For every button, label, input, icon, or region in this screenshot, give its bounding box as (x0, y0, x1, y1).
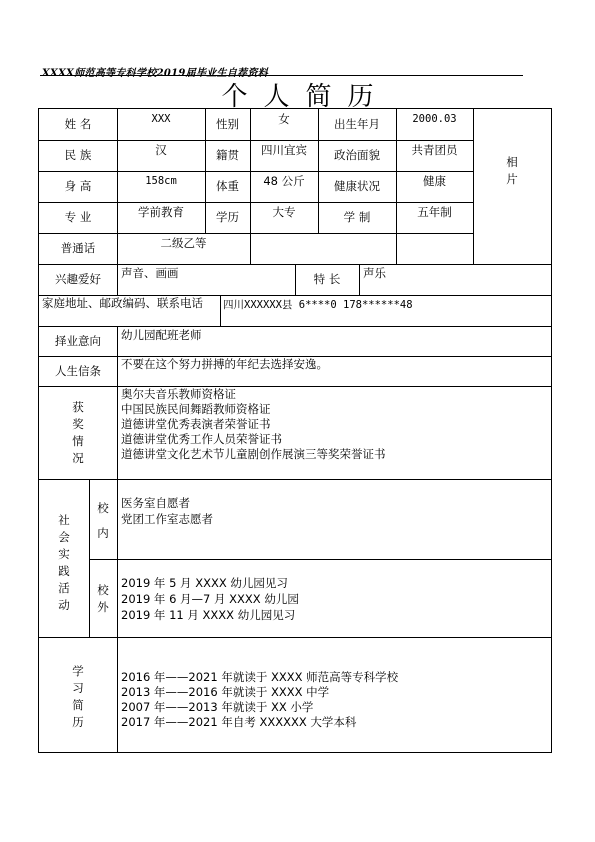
resume-title: 个人简历 (221, 82, 390, 112)
label-on-campus: 校 内 (97, 501, 109, 540)
label-contact: 家庭地址、邮政编码、联系电话 (42, 296, 203, 310)
value-motto: 不要在这个努力拼搏的年纪去选择安逸。 (121, 357, 328, 371)
off-campus-item: 2019 年 5 月 XXXX 幼儿园见习 (121, 576, 288, 590)
label-off-campus: 校 外 (97, 583, 109, 614)
value-birth: 2000.03 (412, 113, 457, 125)
off-campus-item: 2019 年 11 月 XXXX 幼儿园见习 (121, 608, 296, 622)
label-height: 身 高 (64, 179, 92, 193)
label-native-place: 籍贯 (216, 148, 239, 162)
value-name: XXX (151, 113, 171, 125)
photo-placeholder: 相 片 (506, 155, 518, 186)
label-weight: 体重 (216, 179, 239, 193)
school-header: XXXX师范高等专科学校2019届毕业生自荐资料 (42, 68, 269, 79)
label-career: 择业意向 (55, 334, 101, 348)
value-weight: 48 公斤 (263, 174, 305, 188)
on-campus-list (121, 495, 541, 527)
value-career: 幼儿园配班老师 (121, 328, 202, 342)
value-ethnicity: 汉 (155, 143, 167, 157)
value-mandarin: 二级乙等 (160, 236, 207, 250)
value-hobbies: 声音、画画 (121, 266, 179, 280)
off-campus-item: 2019 年 6 月—7 月 XXXX 幼儿园 (121, 592, 299, 606)
resume-table (38, 108, 552, 753)
label-schooling: 学 制 (343, 210, 371, 224)
study-item: 2016 年——2021 年就读于 XXXX 师范高等专科学校 (121, 670, 399, 684)
value-political: 共青团员 (411, 143, 458, 157)
award-item: 道德讲堂优秀表演者荣誉证书 (121, 417, 271, 431)
on-campus-item: 党团工作室志愿者 (121, 512, 213, 526)
value-major: 学前教育 (138, 205, 184, 219)
award-item: 中国民族民间舞蹈教师资格证 (121, 402, 271, 416)
label-gender: 性别 (216, 117, 239, 131)
label-hobbies: 兴趣爱好 (55, 272, 101, 286)
value-education: 大专 (272, 205, 296, 219)
study-item: 2017 年——2021 年自考 XXXXXX 大学本科 (121, 715, 357, 729)
award-item: 奥尔夫音乐教师资格证 (121, 387, 236, 401)
label-awards: 获 奖 情 况 (72, 400, 84, 465)
award-item: 道德讲堂文化艺术节儿童剧创作展演三等奖荣誉证书 (121, 447, 386, 461)
value-contact: 四川XXXXXX县 6****0 178******48 (223, 299, 413, 311)
study-item: 2007 年——2013 年就读于 XX 小学 (121, 700, 314, 714)
value-schooling: 五年制 (417, 205, 452, 219)
label-study: 学 习 简 历 (72, 664, 84, 729)
award-item: 道德讲堂优秀工作人员荣誉证书 (121, 432, 282, 446)
label-social: 社 会 实 践 活 动 (58, 513, 70, 612)
awards-list (121, 387, 546, 462)
value-specialty: 声乐 (363, 266, 386, 280)
label-ethnicity: 民 族 (64, 148, 92, 162)
off-campus-list (121, 575, 541, 623)
value-health: 健康 (423, 174, 446, 188)
value-gender: 女 (278, 112, 290, 126)
label-health: 健康状况 (334, 179, 380, 193)
label-education: 学历 (216, 210, 239, 224)
on-campus-item: 医务室自愿者 (121, 496, 190, 510)
study-list (121, 670, 546, 730)
value-native-place: 四川宜宾 (261, 143, 307, 157)
label-mandarin: 普通话 (60, 241, 96, 255)
label-specialty: 特 长 (313, 272, 341, 286)
label-major: 专 业 (64, 210, 92, 224)
study-item: 2013 年——2016 年就读于 XXXX 中学 (121, 685, 330, 699)
label-political: 政治面貌 (334, 148, 380, 162)
label-birth: 出生年月 (334, 117, 380, 131)
value-height: 158cm (145, 175, 177, 187)
label-motto: 人生信条 (55, 364, 101, 378)
label-name: 姓 名 (64, 117, 92, 131)
